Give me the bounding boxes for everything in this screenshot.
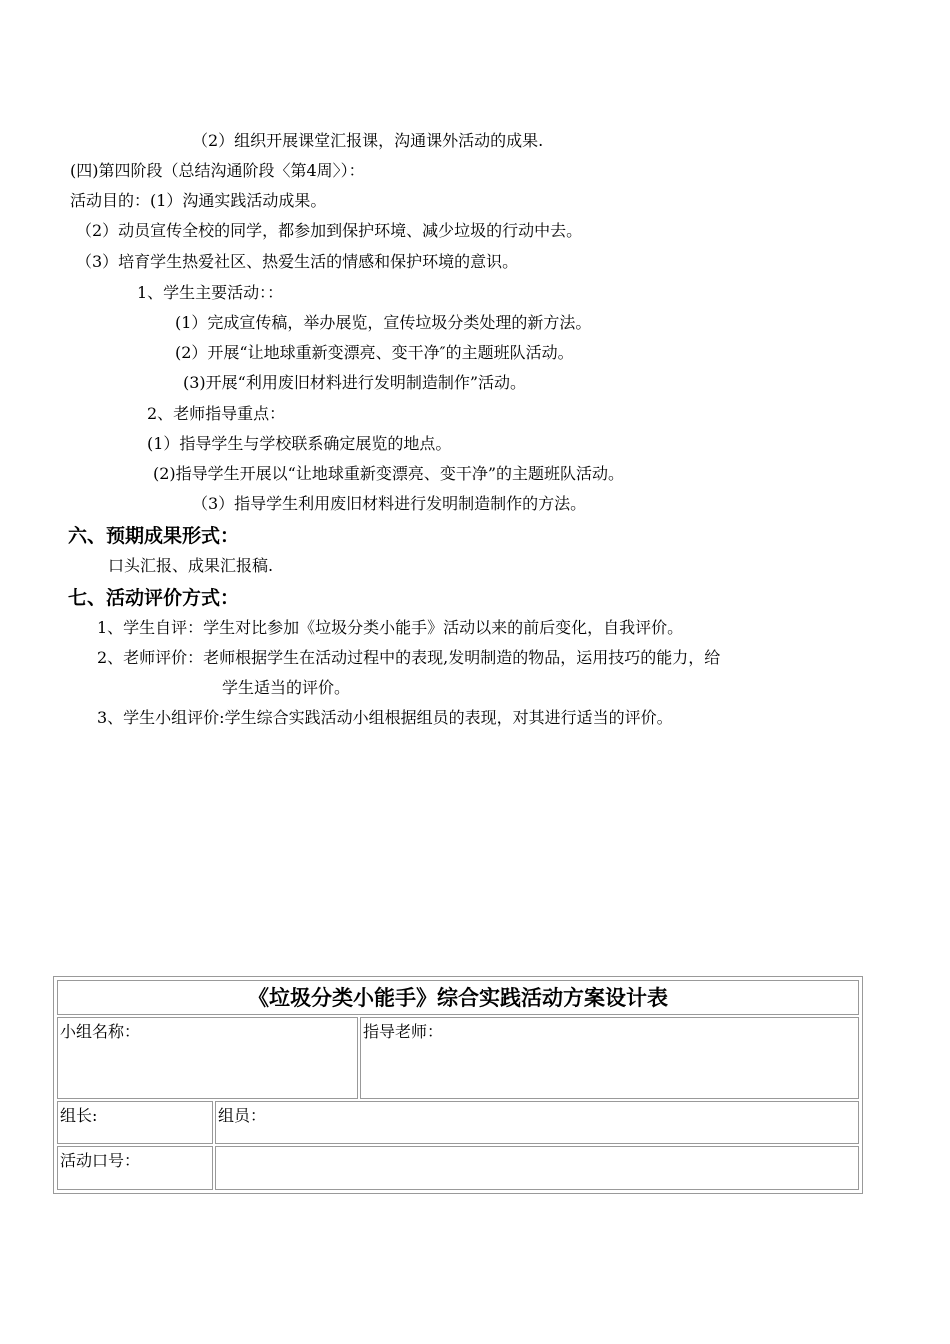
members-cell (215, 1101, 859, 1144)
evaluation-teacher: 2、老师评价：老师根据学生在活动过程中的表现,发明制造的物品，运用技巧的能力，给 (97, 648, 721, 667)
section-six-content: 口头汇报、成果汇报稿. (108, 556, 274, 575)
evaluation-teacher-cont: 学生适当的评价。 (222, 678, 351, 697)
student-activity-3: (3)开展“利用废旧材料进行发明制造制作”活动。 (183, 373, 527, 392)
slogan-label-cell (57, 1146, 213, 1190)
activity-goal-2: （2）动员宣传全校的同学，都参加到保护环境、减少垃圾的行动中去。 (76, 221, 583, 240)
members-label: 组员： (218, 1106, 267, 1125)
group-name-cell (57, 1017, 358, 1099)
student-activity-2: (2）开展“让地球重新变漂亮、变干净″的主题班队活动。 (175, 343, 574, 362)
section-seven-heading: 七、活动评价方式： (68, 587, 240, 609)
teacher-cell (360, 1017, 859, 1099)
stage-four-intro: （2）组织开展课堂汇报课，沟通课外活动的成果. (192, 131, 544, 150)
teacher-guidance-1: (1）指导学生与学校联系确定展览的地点。 (147, 434, 452, 453)
student-activity-1: (1）完成宣传稿，举办展览，宣传垃圾分类处理的新方法。 (175, 313, 592, 332)
plan-table (53, 976, 863, 1194)
activity-goal-1: 活动目的：(1）沟通实践活动成果。 (70, 191, 327, 210)
section-six-heading: 六、预期成果形式： (68, 525, 240, 547)
student-activities-title: 1、学生主要活动：： (137, 283, 284, 302)
slogan-label: 活动口号： (60, 1151, 141, 1170)
slogan-value-cell (215, 1146, 859, 1190)
teacher-label: 指导老师： (363, 1022, 444, 1041)
activity-goal-3: （3）培育学生热爱社区、热爱生活的情感和保护环境的意识。 (76, 252, 519, 271)
leader-label: 组长: (60, 1106, 98, 1125)
group-name-label: 小组名称： (60, 1022, 141, 1041)
teacher-guidance-3: （3）指导学生利用废旧材料进行发明制造制作的方法。 (192, 494, 587, 513)
evaluation-self: 1、学生自评：学生对比参加《垃圾分类小能手》活动以来的前后变化，自我评价。 (97, 618, 684, 637)
leader-cell (57, 1101, 213, 1144)
teacher-guidance-title: 2、老师指导重点： (147, 404, 286, 423)
teacher-guidance-2: (2)指导学生开展以“让地球重新变漂亮、变干净”的主题班队活动。 (153, 464, 625, 483)
stage-four-title: (四)第四阶段（总结沟通阶段〈第4周〉）： (70, 161, 365, 180)
table-title: 《垃圾分类小能手》综合实践活动方案设计表 (57, 980, 859, 1015)
evaluation-group: 3、学生小组评价:学生综合实践活动小组根据组员的表现，对其进行适当的评价。 (97, 708, 673, 727)
